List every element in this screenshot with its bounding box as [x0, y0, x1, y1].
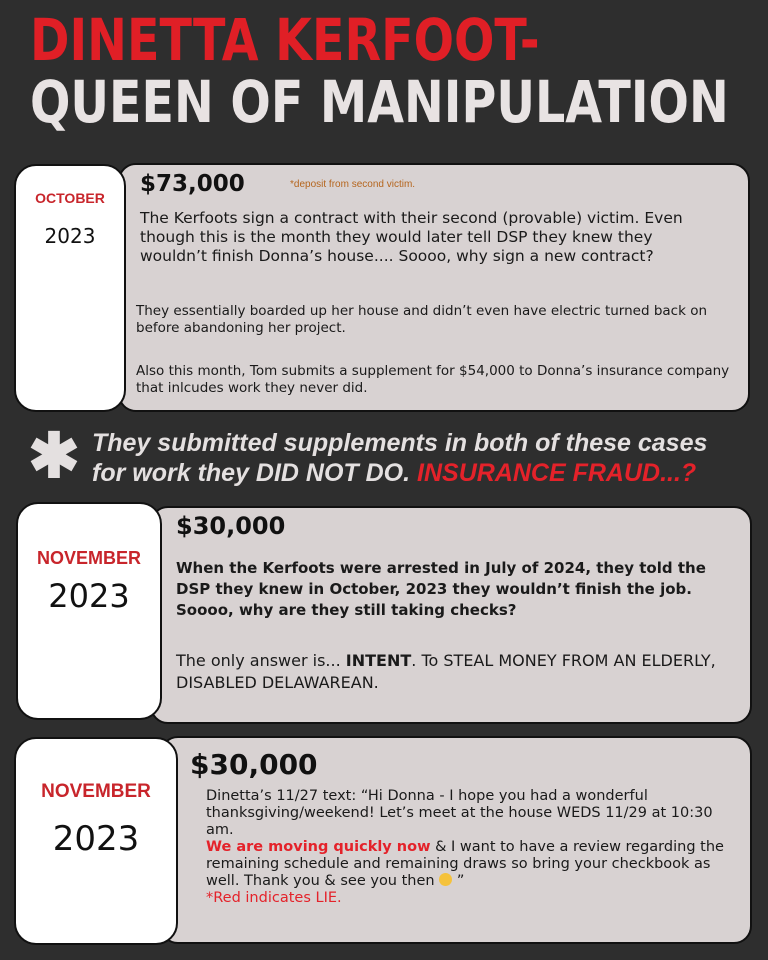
title-line-2: QUEEN OF MANIPULATION [30, 68, 729, 136]
intent-word: INTENT [345, 651, 412, 670]
month-label: NOVEMBER [36, 548, 141, 568]
asterisk-icon: ✱ [28, 422, 80, 491]
text-message-quote [206, 788, 742, 907]
timeline-card-november-1 [150, 506, 752, 724]
red-lie-phrase: We are moving quickly now [206, 839, 431, 855]
year-label: 2023 [44, 224, 96, 248]
title-line-1: DINETTA KERFOOT- [30, 6, 540, 74]
date-box-october [14, 164, 126, 412]
fraud-banner [28, 422, 750, 491]
amount: $30,000 [190, 748, 318, 781]
amount: $30,000 [176, 512, 286, 540]
banner-line-2 [92, 458, 750, 488]
month-label: OCTOBER [35, 190, 105, 206]
quote-text: Dinetta’s 11/27 text: “Hi Donna - I hope you had a wonderful thanksgiving/weekend! Let’s meet at the house WEDS 11/29 at 10:30 am. [206, 788, 713, 838]
timeline-card-october [118, 163, 750, 412]
timeline-card-november-2 [160, 736, 752, 944]
red-footnote: *Red indicates LIE. [206, 890, 342, 906]
intent-statement [176, 650, 736, 694]
year-label: 2023 [48, 577, 130, 615]
smiley-emoji-icon [439, 873, 452, 886]
description: The Kerfoots sign a contract with their second (provable) victim. Even though this is the month they would later tell DSP they knew they wouldn’t finish Donna’s house.... Soooo, why sign a new contract? [140, 209, 683, 265]
quote-close: ” [452, 873, 465, 889]
banner-line-2-text: for work they DID NOT DO. [92, 459, 418, 487]
description-3: Also this month, Tom submits a supplement for $54,000 to Donna’s insurance company that inlcudes work they never did. [136, 363, 730, 396]
amount: $73,000 [140, 171, 245, 197]
year-label: 2023 [52, 819, 140, 859]
quote-text-end: & I want to have a review regarding the remaining schedule and remaining draws so bring your checkbook as well. Thank you & see you then [206, 839, 724, 889]
month-label: NOVEMBER [41, 781, 151, 802]
arrest-statement: When the Kerfoots were arrested in July of 2024, they told the DSP they knew in October, 2023 they wouldn’t finish the job. Soooo, why are they still taking checks? [176, 559, 706, 619]
date-box-november-2 [14, 737, 178, 945]
banner-fraud-highlight: INSURANCE FRAUD...? [417, 459, 697, 487]
deposit-note: *deposit from second victim. [290, 179, 416, 190]
description-2: They essentially boarded up her house and didn’t even have electric turned back on before abandoning her project. [136, 303, 708, 336]
banner-line-1: They submitted supplements in both of these cases [92, 429, 708, 457]
intent-lead: The only answer is... [176, 651, 346, 670]
intent-rest: . To STEAL MONEY FROM AN ELDERLY, DISABLED DELAWAREAN. [176, 651, 716, 692]
date-box-november-1 [16, 502, 162, 720]
